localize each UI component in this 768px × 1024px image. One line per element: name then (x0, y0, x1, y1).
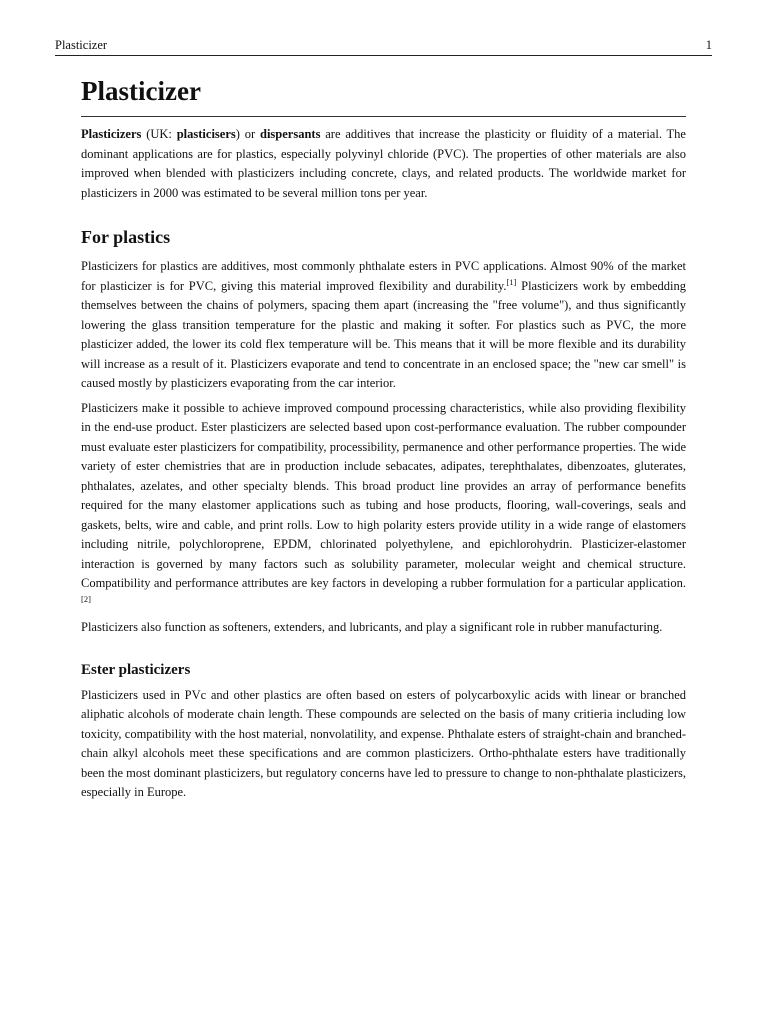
running-header-title: Plasticizer (55, 38, 108, 52)
article-body (81, 74, 686, 803)
section-heading-for-plastics: For plastics (81, 227, 171, 247)
paragraph-text: Plasticizers make it possible to achieve improved compound processing characteristics, while also providing flexibility in the end-use product. Ester plasticizers are selected based upon cost-performance evaluation. The rubber compounder must evaluate ester plasticizers for compatibility, processibility, permanence and other performance properties. The wide variety of ester chemistries that are in production include sebacates, adipates, terephthalates, dibenzoates, gluterates, phthalates, azelates, and other specialty blends. This broad product line provides an array of performance benefits required for the many elastomer applications such as tubing and hose products, flooring, wall-coverings, seals and gaskets, belts, wire and cable, and print rolls. Low to high polarity esters provide utility in a wide range of elastomers including nitrile, polychloroprene, EPDM, chlorinated polyethylene, and epichlorohydrin. Plasticizer-elastomer interaction is governed by many factors such as solubility parameter, molecular weight and chemical structure. Compatibility and performance attributes are key factors in developing a rubber formulation for a particular application. (81, 400, 686, 590)
for-plastics-paragraph-2 (81, 399, 686, 614)
intro-text-2: ) or (235, 127, 260, 141)
ester-plasticizers-paragraph-1: Plasticizers used in PVc and other plastics are often based on esters of polycarboxylic acids with linear or branched aliphatic alcohols of moderate chain length. These compounds are selected on the basis of many critieria including low toxicity, compatibility with the host material, nonvolatility, and expense. Phthalate esters of straight-chain and branched-chain alkyl alcohols meet these specifications and are common plasticizers. Ortho-phthalate esters have traditionally been the most dominant plasticizers, but regulatory concerns have led to pressure to change to non-phthalate plasticizers, especially in Europe. (81, 687, 686, 799)
intro-text-1: (UK: (141, 127, 177, 141)
paragraph-text: Plasticizers work by embedding themselves between the chains of polymers, spacing them apart (increasing the "free volume"), and thus significantly lowering the glass transition temperature for the plastic and making it softer. For plastics such as PVC, the more plasticizer added, the lower its cold flex temperature will be. This means that it will be more flexible and its durability will increase as a result of it. Plasticizers evaporate and tend to concentrate in an enclosed space; the "new car smell" is caused mostly by plasticizers evaporating from the car interior. (81, 278, 686, 390)
for-plastics-paragraph-3: Plasticizers also function as softeners, extenders, and lubricants, and play a significant role in rubber manufacturing. (81, 620, 663, 634)
term-dispersants: dispersants (260, 127, 321, 141)
paragraph-text: Plasticizers for plastics are additives, most commonly phthalate esters in PVC applications. Almost 90% of the market for plasticizer is for PVC, giving this material improved flexibility and durability. (81, 259, 686, 293)
term-plasticizers: Plasticizers (81, 127, 142, 141)
for-plastics-paragraph-1 (81, 257, 686, 394)
section-heading-ester-plasticizers: Ester plasticizers (81, 661, 191, 678)
page-number: 1 (705, 38, 712, 52)
page-title: Plasticizer (81, 74, 686, 117)
reference-link-1[interactable]: [1] (506, 276, 517, 287)
intro-text-3: are additives that increase the plasticity or fluidity of a material. The dominant applications are for plastics, especially polyvinyl chloride (PVC). The properties of other materials are also improved when blended with plasticizers including concrete, clays, and related products. The worldwide market for plasticizers in 2000 was estimated to be several million tons per year. (81, 127, 686, 200)
reference-link-2[interactable]: [2] (81, 593, 91, 604)
running-header (55, 38, 712, 56)
term-plasticisers: plasticisers (176, 127, 236, 141)
intro-paragraph (81, 125, 686, 203)
